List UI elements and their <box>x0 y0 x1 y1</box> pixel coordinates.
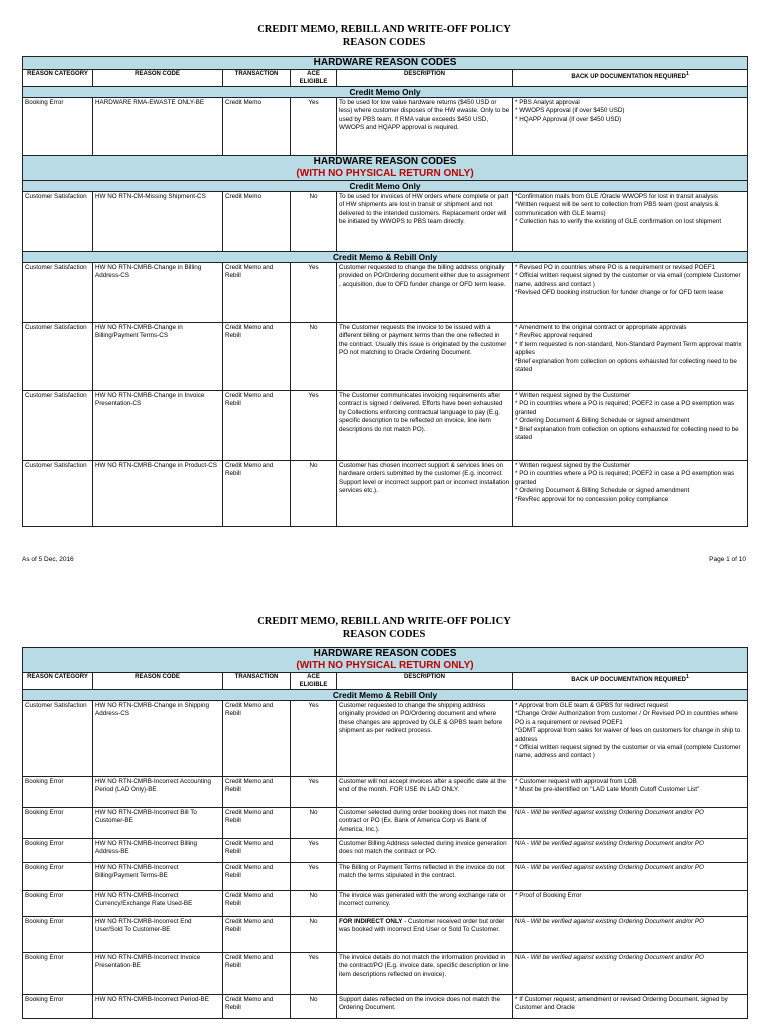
cell-ace: No <box>291 808 337 839</box>
cell-backup <box>513 777 748 808</box>
cell-code: HW NO RTN-CMRB-Incorrect Bill To Customer-BE <box>93 808 223 839</box>
cell-transaction: Credit Memo and Rebill <box>223 953 291 995</box>
band-title: HARDWARE REASON CODES <box>313 57 457 68</box>
cell-transaction: Credit Memo <box>223 98 291 156</box>
cell-ace: No <box>291 995 337 1019</box>
cell-category: Customer Satisfaction <box>23 701 93 777</box>
table-row <box>23 98 748 156</box>
document-subtitle: REASON CODES <box>342 37 426 48</box>
backup-note: Will be verified against existing Ordering Document and/or PO <box>530 809 704 816</box>
cell-description: Customer Billing Address selected during invoice generation does not match the contract or PO. <box>337 839 513 863</box>
footnote-marker: 1 <box>685 674 689 680</box>
backup-line: * Customer request with approval from LOB <box>515 778 637 785</box>
subsection-title: Credit Memo Only <box>349 87 421 97</box>
cell-description: The Customer requests the invoice to be issued with a different billing or payment terms than the one reflected in the contract. Usually this issue is originated by the customer PO not matching to Oracle Ordering Document. <box>337 323 513 391</box>
cell-transaction: Credit Memo and Rebill <box>223 863 291 891</box>
cell-description: The invoice details do not match the information provided in the contract/PO (E.g. invoice date, specific description or line item descriptions reflected on invoice). <box>337 953 513 995</box>
cell-category: Booking Error <box>23 808 93 839</box>
subsection-band <box>23 252 748 263</box>
cell-category: Booking Error <box>23 863 93 891</box>
document-subtitle: REASON CODES <box>342 629 426 640</box>
cell-transaction: Credit Memo and Rebill <box>223 891 291 917</box>
backup-line: *Confirmation mails from GLE /Oracle WWOPS for lost in transit analysis <box>515 193 718 200</box>
cell-ace: No <box>291 192 337 252</box>
subsection-band <box>23 181 748 192</box>
col-reason-category: REASON CATEGORY <box>23 70 93 87</box>
cell-category: Customer Satisfaction <box>23 391 93 461</box>
cell-code: HARDWARE RMA-EWASTE ONLY-BE <box>93 98 223 156</box>
cell-backup <box>513 323 748 391</box>
cell-transaction: Credit Memo and Rebill <box>223 839 291 863</box>
column-header-row <box>23 70 748 87</box>
cell-transaction: Credit Memo and Rebill <box>223 917 291 953</box>
cell-backup: N/A - Will be verified against existing Ordering Document and/or PO <box>513 808 748 839</box>
cell-description: The invoice was generated with the wrong exchange rate or incorrect currency. <box>337 891 513 917</box>
cell-category: Customer Satisfaction <box>23 323 93 391</box>
cell-backup: N/A - Will be verified against existing Ordering Document and/or PO <box>513 953 748 995</box>
backup-line: * Revised PO in countries where PO is a requirement or revised POEF1 <box>515 264 716 271</box>
cell-transaction: Credit Memo and Rebill <box>223 461 291 527</box>
band-title: HARDWARE REASON CODES <box>313 648 457 659</box>
cell-backup <box>513 891 748 917</box>
backup-line: * HQAPP Approval (if over $450 USD) <box>515 115 622 123</box>
cell-description: Customer requested to change the billing address originally provided on PO/Ordering document either due to assignment , acquisition, due to OFD funder change or OFD term lease. <box>337 263 513 323</box>
backup-line: * PO in countries where a PO is required; POEF2 in case a PO exemption was granted <box>515 400 735 416</box>
band-subtitle: (WITH NO PHYSICAL RETURN ONLY) <box>296 168 474 179</box>
table-row <box>23 995 748 1019</box>
table-row <box>23 808 748 839</box>
backup-line: * Must be pre-identified on "LAD Late Month Cutoff Customer List" <box>515 786 700 794</box>
backup-line: * Ordering Document & Billing Schedule or signed amendment <box>515 417 690 425</box>
col-reason-code: REASON CODE <box>93 70 223 87</box>
cell-code: HW NO RTN-CMRB-Change in Billing/Payment Terms-CS <box>93 323 223 391</box>
subsection-band <box>23 690 748 701</box>
cell-description: Customer selected during order booking does not match the contract or PO (Ex. Bank of America Corp vs Bank of America, Inc.). <box>337 808 513 839</box>
cell-ace: No <box>291 891 337 917</box>
backup-line: * Brief explanation from collection on options exhausted for collecting need to be stated <box>515 425 739 442</box>
cell-transaction: Credit Memo and Rebill <box>223 323 291 391</box>
document-title: CREDIT MEMO, REBILL AND WRITE-OFF POLICY <box>257 24 511 35</box>
cell-backup <box>513 461 748 527</box>
cell-backup <box>513 192 748 252</box>
cell-code: HW NO RTN-CMRB-Change in Invoice Presentation-CS <box>93 391 223 461</box>
footer-page-number: Page 1 of 10 <box>709 556 746 563</box>
section-band <box>23 156 748 181</box>
table-row <box>23 953 748 995</box>
col-transaction: TRANSACTION <box>223 673 291 690</box>
cell-ace: No <box>291 461 337 527</box>
cell-backup <box>513 701 748 777</box>
cell-code: HW NO RTN-CMRB-Change in Billing Address-CS <box>93 263 223 323</box>
cell-category: Booking Error <box>23 917 93 953</box>
backup-line: * Ordering Document & Billing Schedule or signed amendment <box>515 487 690 495</box>
cell-ace: Yes <box>291 863 337 891</box>
col-ace-eligible: ACE ELIGIBLE <box>291 70 337 87</box>
cell-code: HW NO RTN-CMRB-Incorrect Billing Address-BE <box>93 839 223 863</box>
cell-ace: No <box>291 323 337 391</box>
backup-line: * PO in countries where a PO is required; POEF2 in case a PO exemption was granted <box>515 470 735 486</box>
col-description: DESCRIPTION <box>337 673 513 690</box>
band-title: HARDWARE REASON CODES <box>313 156 457 167</box>
column-header-row <box>23 673 748 690</box>
cell-transaction: Credit Memo and Rebill <box>223 391 291 461</box>
cell-category: Booking Error <box>23 777 93 808</box>
backup-note: Will be verified against existing Ordering Document and/or PO <box>530 918 704 925</box>
backup-line: *RevRec approval for no concession policy compliance <box>515 495 669 503</box>
cell-code: HW NO RTN-CMRB-Incorrect Period-BE <box>93 995 223 1019</box>
backup-line: * Amendment to the original contract or appropriate approvals <box>515 324 687 331</box>
cell-ace: Yes <box>291 391 337 461</box>
cell-ace: Yes <box>291 263 337 323</box>
backup-line: * Written request signed by the Customer <box>515 462 631 469</box>
cell-description: The Customer communicates invoicing requirements after contract is signed / delivered. Efforts have been exhausted by Collections enforcing contractual language to pay (E.g. specific description to be reflected on invoice, line item descriptions do not match PO). <box>337 391 513 461</box>
col-reason-code: REASON CODE <box>93 673 223 690</box>
backup-line: * Official written request signed by the customer or via email (complete Customer name, address and contact ) <box>515 272 741 288</box>
backup-line: * PBS Analyst approval <box>515 99 580 106</box>
section-band <box>23 57 748 70</box>
cell-description: To be used for invoices of HW orders where complete or part of HW shipments are lost in transit or shipment and not delivered to the intended customers. Replacement order will be initiated by WWOPS to PBS team directly. <box>337 192 513 252</box>
table-row <box>23 777 748 808</box>
backup-line: * Official written request signed by the customer or via email (complete Customer name, address and contact ) <box>515 744 741 760</box>
cell-ace: Yes <box>291 777 337 808</box>
backup-line: * Collection has to verify the existing of GLE confirmation on lost shipment <box>515 218 722 226</box>
subsection-band <box>23 87 748 98</box>
backup-line: * If Customer request, amendment or revised Ordering Document, signed by Customer and Oracle <box>515 996 728 1012</box>
backup-line: *Revised OFD booking instruction for funder change or for OFD term lease <box>515 289 724 297</box>
cell-backup <box>513 263 748 323</box>
backup-line: *GDMT approval from sales for waiver of fees on customers for change in ship to address <box>515 727 741 743</box>
backup-line: * If term requested is non-standard, Non-Standard Payment Term approval matrix applies <box>515 340 742 357</box>
description-emphasis: FOR INDIRECT ONLY <box>339 918 403 925</box>
cell-code: HW NO RTN-CMRB-Incorrect Accounting Period (LAD Only)-BE <box>93 777 223 808</box>
cell-transaction: Credit Memo and Rebill <box>223 263 291 323</box>
table-row <box>23 192 748 252</box>
cell-description: Support dates reflected on the invoice does not match the Ordering Document. <box>337 995 513 1019</box>
table-row <box>23 461 748 527</box>
cell-code: HW NO RTN-CMRB-Incorrect End User/Sold To Customer-BE <box>93 917 223 953</box>
cell-code: HW NO RTN-CMRB-Incorrect Invoice Presentation-BE <box>93 953 223 995</box>
col-ace-eligible: ACE ELIGIBLE <box>291 673 337 690</box>
cell-description: Customer has chosen incorrect support & services lines on hardware orders submitted by the customer (E.g. incorrect Support level or incorrect support part or incorrect installation services etc.). <box>337 461 513 527</box>
reason-codes-table-page-2 <box>22 647 748 1019</box>
section-band <box>23 648 748 673</box>
table-row <box>23 323 748 391</box>
cell-category: Booking Error <box>23 995 93 1019</box>
table-row <box>23 263 748 323</box>
cell-backup: N/A - Will be verified against existing Ordering Document and/or PO <box>513 839 748 863</box>
footer-date: As of 5 Dec, 2016 <box>22 556 74 563</box>
cell-category: Booking Error <box>23 98 93 156</box>
footnote-marker: 1 <box>685 71 689 77</box>
cell-code: HW NO RTN-CMRB-Incorrect Currency/Exchange Rate Used-BE <box>93 891 223 917</box>
cell-category: Booking Error <box>23 839 93 863</box>
subsection-title: Credit Memo & Rebill Only <box>332 252 438 262</box>
cell-category: Customer Satisfaction <box>23 461 93 527</box>
col-backup-docs: BACK UP DOCUMENTATION REQUIRED$^1$ <box>513 70 748 87</box>
document-title: CREDIT MEMO, REBILL AND WRITE-OFF POLICY <box>257 616 511 627</box>
cell-backup: N/A - Will be verified against existing Ordering Document and/or PO <box>513 917 748 953</box>
band-subtitle: (WITH NO PHYSICAL RETURN ONLY) <box>296 660 474 671</box>
backup-note: Will be verified against existing Ordering Document and/or PO <box>530 864 704 871</box>
col-description: DESCRIPTION <box>337 70 513 87</box>
cell-category: Customer Satisfaction <box>23 192 93 252</box>
cell-category: Booking Error <box>23 891 93 917</box>
cell-code: HW NO RTN-CMRB-Change in Product-CS <box>93 461 223 527</box>
cell-backup <box>513 995 748 1019</box>
backup-line: *Change Order Authorization from customer / Or Revised PO in countries where PO is a requirement or revised POEF1 <box>515 710 738 726</box>
table-row <box>23 863 748 891</box>
cell-description: FOR INDIRECT ONLY - Customer received order but order was booked with incorrect End User or Sold To Customer. <box>337 917 513 953</box>
cell-backup: N/A - Will be verified against existing Ordering Document and/or PO <box>513 863 748 891</box>
cell-transaction: Credit Memo and Rebill <box>223 777 291 808</box>
backup-line: * Approval from GLE team & GPBS for redirect request <box>515 702 668 709</box>
table-row <box>23 701 748 777</box>
cell-transaction: Credit Memo and Rebill <box>223 701 291 777</box>
backup-line: *Written request will be sent to collection from PBS team (post analysis & communication with GLE teams) <box>515 201 719 217</box>
cell-transaction: Credit Memo and Rebill <box>223 995 291 1019</box>
backup-note: Will be verified against existing Ordering Document and/or PO <box>530 840 704 847</box>
cell-category: Customer Satisfaction <box>23 263 93 323</box>
cell-description: Customer requested to change the shipping address originally provided on PO/Ordering document and where these changes are approved by GLE & GPBS team before shipment as per redirect process. <box>337 701 513 777</box>
backup-line: * Written request signed by the Customer <box>515 392 631 399</box>
backup-line: * Proof of Booking Error <box>515 892 582 899</box>
cell-ace: Yes <box>291 953 337 995</box>
cell-ace: Yes <box>291 98 337 156</box>
reason-codes-table-page-1 <box>22 56 748 527</box>
cell-ace: No <box>291 917 337 953</box>
col-reason-category: REASON CATEGORY <box>23 673 93 690</box>
backup-line: * RevRec approval required <box>515 332 593 340</box>
backup-line: *Brief explanation from collection on options exhausted for collecting need to be stated <box>515 357 737 374</box>
table-row <box>23 891 748 917</box>
subsection-title: Credit Memo & Rebill Only <box>332 690 438 700</box>
col-backup-docs: BACK UP DOCUMENTATION REQUIRED$^1$ <box>513 673 748 690</box>
cell-category: Booking Error <box>23 953 93 995</box>
table-row <box>23 839 748 863</box>
cell-description: Customer will not accept invoices after a specific date at the end of the month. FOR USE IN LAD ONLY. <box>337 777 513 808</box>
cell-ace: Yes <box>291 701 337 777</box>
backup-line: * WWOPS Approval (if over $450 USD) <box>515 107 625 115</box>
cell-code: HW NO RTN-CMRB-Incorrect Billing/Payment Terms-BE <box>93 863 223 891</box>
backup-note: Will be verified against existing Ordering Document and/or PO <box>530 954 704 961</box>
cell-backup <box>513 98 748 156</box>
cell-code: HW NO RTN-CMRB-Change in Shipping Address-CS <box>93 701 223 777</box>
cell-ace: Yes <box>291 839 337 863</box>
cell-backup <box>513 391 748 461</box>
cell-code: HW NO RTN-CM-Missing Shipment-CS <box>93 192 223 252</box>
cell-transaction: Credit Memo <box>223 192 291 252</box>
col-transaction: TRANSACTION <box>223 70 291 87</box>
cell-transaction: Credit Memo and Rebill <box>223 808 291 839</box>
table-row <box>23 391 748 461</box>
cell-description: The Billing or Payment Terms reflected in the invoice do not match the terms stipulated in the contract. <box>337 863 513 891</box>
cell-description: To be used for low value hardware returns ($450 USD or less) where customer disposes of the HW ewaste. Only to be used by PBS team. If RMA value exceeds $450 USD, WWOPS and HQAPP approval is required. <box>337 98 513 156</box>
subsection-title: Credit Memo Only <box>349 181 421 191</box>
table-row <box>23 917 748 953</box>
